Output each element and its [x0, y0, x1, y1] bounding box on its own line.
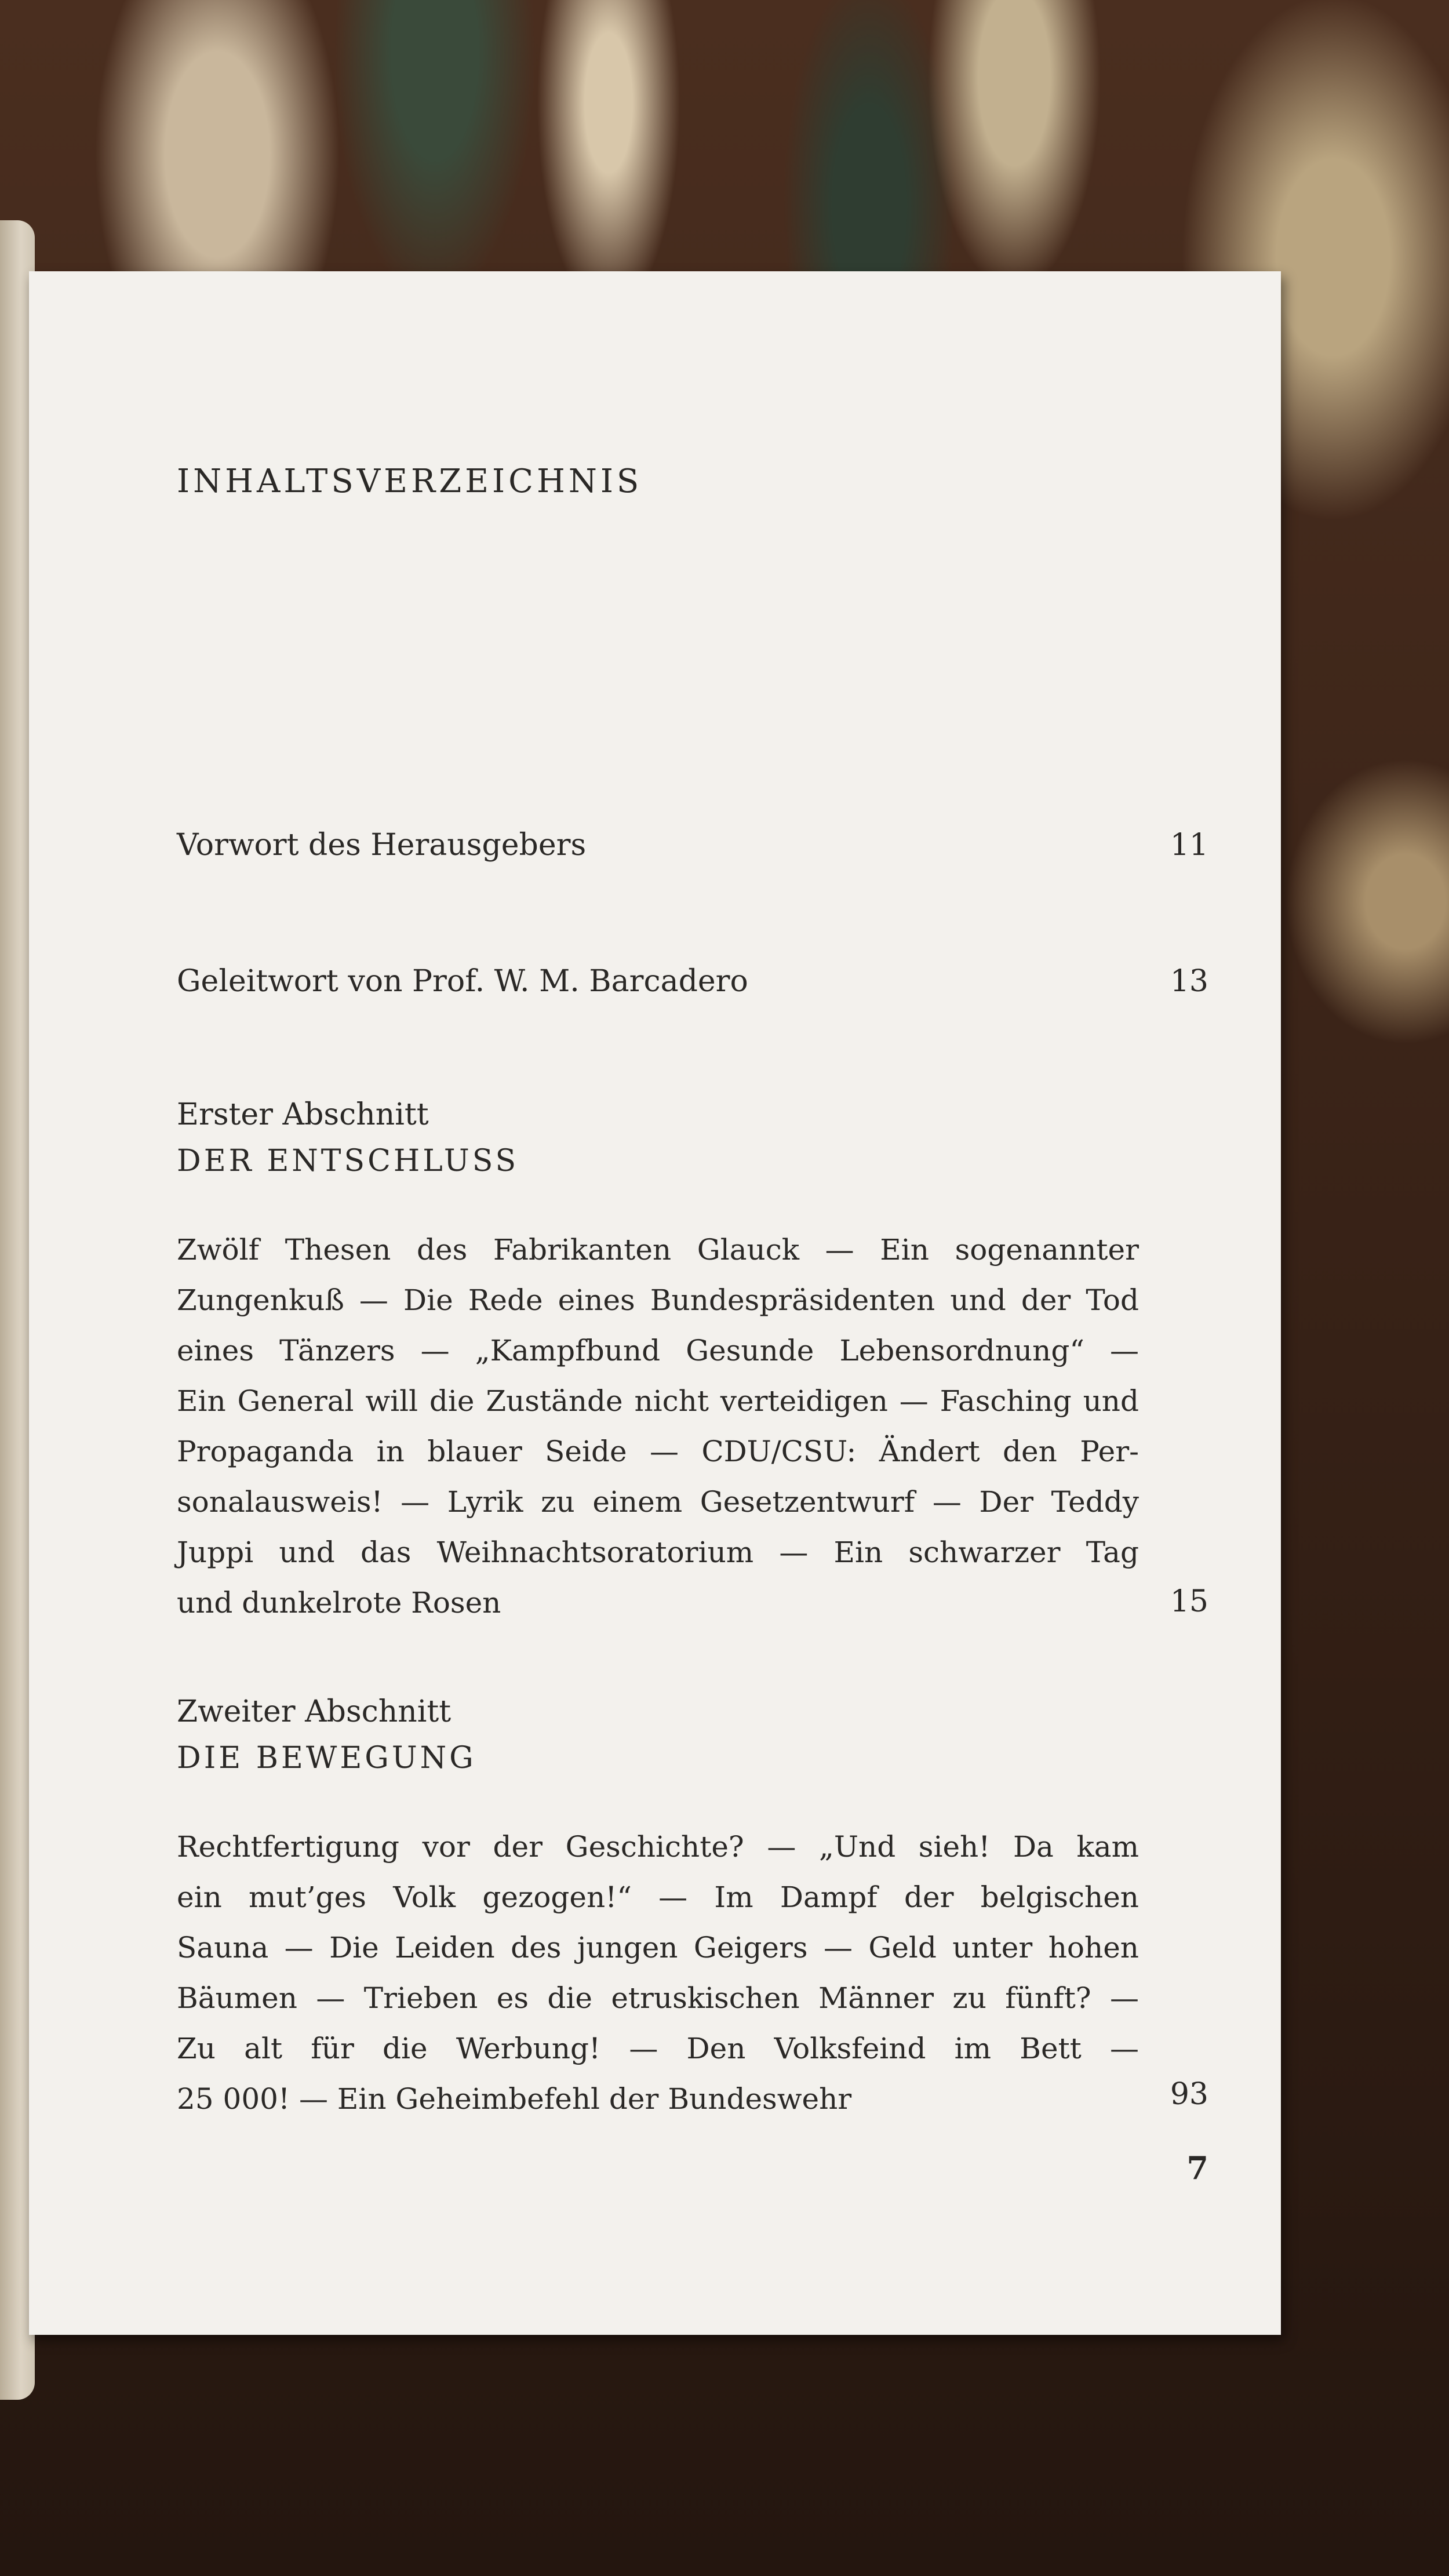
summary-line: Juppi und das Weihnachtsoratorium — Ein schwarzer Tag: [177, 1536, 1139, 1569]
page-folio: 7: [1186, 2149, 1208, 2186]
section-label-1: Erster Abschnitt: [177, 1097, 429, 1132]
summary-line: und dunkelrote Rosen: [177, 1586, 501, 1620]
entry-title: Vorwort des Herausgebers: [177, 828, 587, 863]
summary-line: Zu alt für die Werbung! — Den Volksfeind im Bett —: [177, 2032, 1139, 2065]
section-summary-1: [177, 1225, 1139, 1628]
summary-line: Zungenkuß — Die Rede eines Bundespräsidenten und der Tod: [177, 1283, 1139, 1317]
summary-line: Ein General will die Zustände nicht verteidigen — Fasching und: [177, 1384, 1139, 1418]
entry-page: 13: [1170, 964, 1208, 999]
summary-line: Propaganda in blauer Seide — CDU/CSU: Ändert den Per-: [177, 1435, 1139, 1468]
entry-title: Geleitwort von Prof. W. M. Barcadero: [177, 964, 748, 999]
summary-line: Zwölf Thesen des Fabrikanten Glauck — Ein sogenannter: [177, 1233, 1139, 1267]
section-page-1: 15: [1170, 1584, 1208, 1619]
summary-line: Bäumen — Trieben es die etruskischen Männer zu fünft? —: [177, 1981, 1139, 2015]
entry-page: 11: [1170, 828, 1208, 863]
summary-line: Sauna — Die Leiden des jungen Geigers — Geld unter hohen: [177, 1931, 1139, 1964]
section-page-2: 93: [1170, 2077, 1208, 2112]
summary-line: Rechtfertigung vor der Geschichte? — „Und sieh! Da kam: [177, 1830, 1139, 1864]
section-summary-2: [177, 1822, 1139, 2124]
section-label-2: Zweiter Abschnitt: [177, 1694, 452, 1729]
book-page: [29, 271, 1281, 2335]
summary-line: 25 000! — Ein Geheimbefehl der Bundeswehr: [177, 2082, 852, 2116]
summary-line: sonalausweis! — Lyrik zu einem Gesetzentwurf — Der Teddy: [177, 1485, 1139, 1519]
summary-line: ein mut’ges Volk gezogen!“ — Im Dampf der belgischen: [177, 1880, 1139, 1914]
toc-heading: INHALTSVERZEICHNIS: [177, 463, 643, 500]
section-title-2: DIE BEWEGUNG: [177, 1741, 476, 1775]
summary-line: eines Tänzers — „Kampfbund Gesunde Lebensordnung“ —: [177, 1334, 1139, 1367]
section-title-1: DER ENTSCHLUSS: [177, 1144, 519, 1178]
